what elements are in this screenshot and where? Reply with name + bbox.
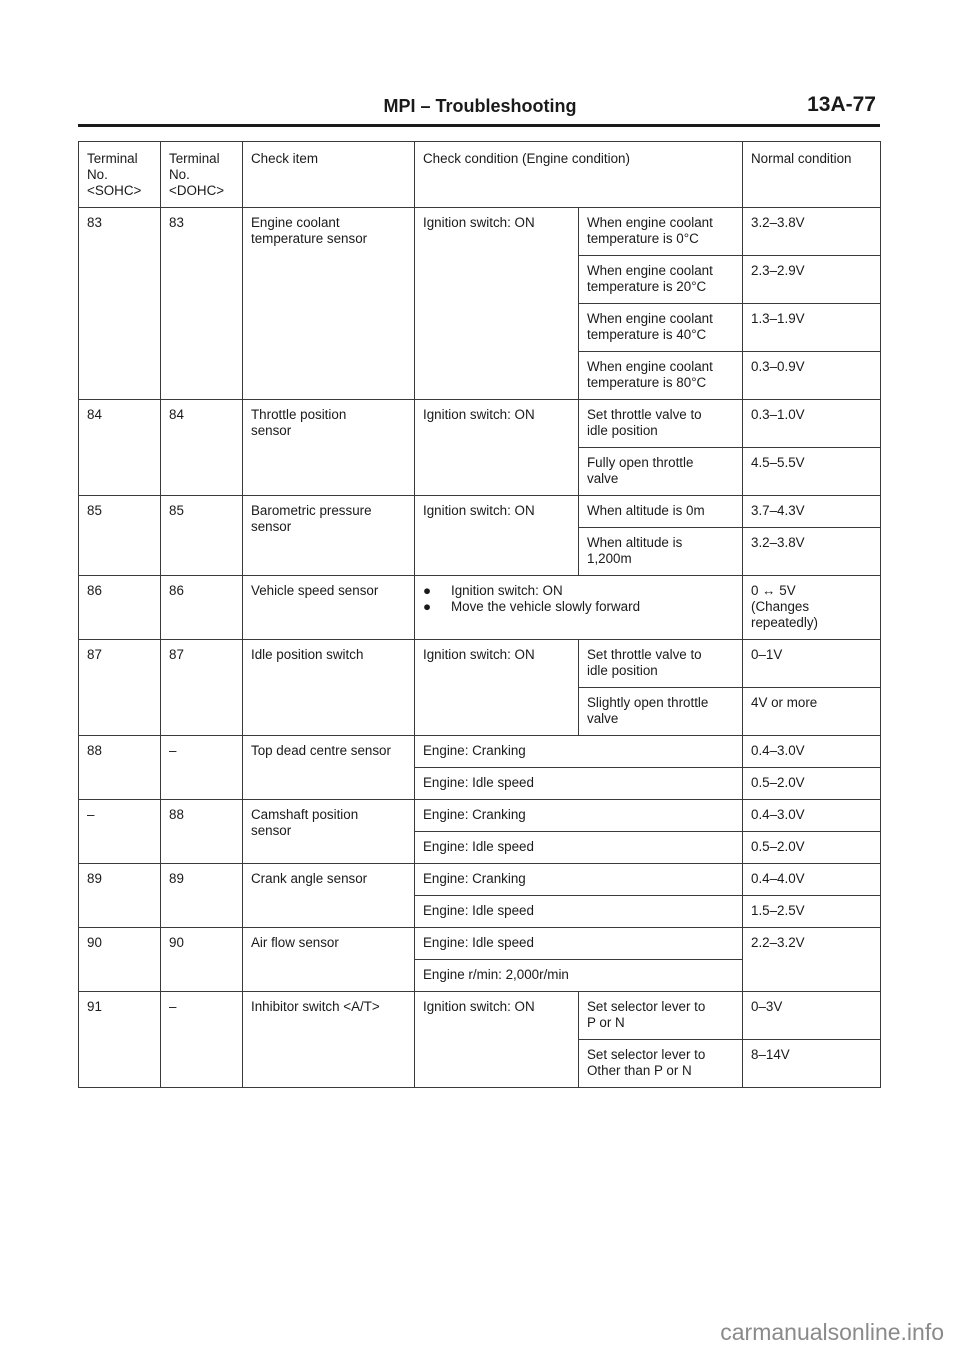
col-terminal-dohc: Terminal No. <DOHC> bbox=[161, 142, 243, 208]
terminal-dohc-cell: – bbox=[161, 736, 243, 800]
terminal-sohc-cell: 85 bbox=[79, 496, 161, 576]
sub-condition-cell: Slightly open throttle valve bbox=[579, 688, 743, 736]
check-condition-cell: Engine: Cranking bbox=[415, 864, 743, 896]
check-condition-cell: Engine: Idle speed bbox=[415, 832, 743, 864]
normal-condition-cell: 8–14V bbox=[743, 1040, 881, 1088]
table-row bbox=[79, 576, 881, 640]
table-row bbox=[79, 208, 881, 256]
terminal-sohc-cell: 88 bbox=[79, 736, 161, 800]
terminal-sohc-cell: – bbox=[79, 800, 161, 864]
table-row bbox=[79, 800, 881, 832]
normal-condition-cell: 0–3V bbox=[743, 992, 881, 1040]
sub-condition-cell: When altitude is 0m bbox=[579, 496, 743, 528]
col-terminal-sohc: Terminal No. <SOHC> bbox=[79, 142, 161, 208]
check-item-cell: Inhibitor switch <A/T> bbox=[243, 992, 415, 1088]
table-header-row bbox=[79, 142, 881, 208]
normal-condition-cell: 1.5–2.5V bbox=[743, 896, 881, 928]
terminal-check-table bbox=[78, 141, 881, 1088]
normal-condition-cell: 0.5–2.0V bbox=[743, 768, 881, 800]
sub-condition-cell: When altitude is 1,200m bbox=[579, 528, 743, 576]
header-divider bbox=[78, 124, 880, 127]
table-row bbox=[79, 864, 881, 896]
bullet-icon: ● bbox=[423, 599, 432, 614]
condition-bullet bbox=[423, 599, 734, 615]
normal-condition-cell: 0.4–3.0V bbox=[743, 800, 881, 832]
normal-condition-cell: 0–1V bbox=[743, 640, 881, 688]
check-item-cell: Idle position switch bbox=[243, 640, 415, 736]
table-row bbox=[79, 496, 881, 528]
normal-condition-cell: 2.2–3.2V bbox=[743, 928, 881, 992]
watermark: carmanualsonline.info bbox=[720, 1319, 944, 1345]
terminal-dohc-cell: 89 bbox=[161, 864, 243, 928]
terminal-sohc-cell: 86 bbox=[79, 576, 161, 640]
col-normal-condition: Normal condition bbox=[743, 142, 881, 208]
table-row bbox=[79, 400, 881, 448]
check-item-cell: Crank angle sensor bbox=[243, 864, 415, 928]
check-condition-cell: Ignition switch: ON bbox=[415, 496, 579, 576]
bullet-icon: ● bbox=[423, 583, 432, 598]
check-item-cell: Top dead centre sensor bbox=[243, 736, 415, 800]
table-row bbox=[79, 736, 881, 768]
page-number: 13A-77 bbox=[807, 93, 876, 116]
col-check-item: Check item bbox=[243, 142, 415, 208]
normal-condition-cell: 0.5–2.0V bbox=[743, 832, 881, 864]
check-condition-cell: Engine r/min: 2,000r/min bbox=[415, 960, 743, 992]
sub-condition-cell: When engine coolant temperature is 40°C bbox=[579, 304, 743, 352]
normal-condition-cell: 2.3–2.9V bbox=[743, 256, 881, 304]
terminal-dohc-cell: 85 bbox=[161, 496, 243, 576]
terminal-sohc-cell: 91 bbox=[79, 992, 161, 1088]
terminal-sohc-cell: 89 bbox=[79, 864, 161, 928]
terminal-sohc-cell: 83 bbox=[79, 208, 161, 400]
check-condition-cell: Engine: Idle speed bbox=[415, 928, 743, 960]
terminal-dohc-cell: 88 bbox=[161, 800, 243, 864]
check-item-cell: Barometric pressure sensor bbox=[243, 496, 415, 576]
check-item-cell: Camshaft position sensor bbox=[243, 800, 415, 864]
normal-condition-cell: 0.3–1.0V bbox=[743, 400, 881, 448]
normal-condition-cell: 3.2–3.8V bbox=[743, 208, 881, 256]
normal-condition-cell: 1.3–1.9V bbox=[743, 304, 881, 352]
terminal-dohc-cell: – bbox=[161, 992, 243, 1088]
check-item-cell: Engine coolant temperature sensor bbox=[243, 208, 415, 400]
page-title: MPI – Troubleshooting bbox=[383, 96, 577, 116]
terminal-sohc-cell: 90 bbox=[79, 928, 161, 992]
table-row bbox=[79, 992, 881, 1040]
check-condition-cell: Ignition switch: ON bbox=[415, 640, 579, 736]
sub-condition-cell: When engine coolant temperature is 0°C bbox=[579, 208, 743, 256]
check-condition-cell: Engine: Idle speed bbox=[415, 768, 743, 800]
check-condition-cell: Engine: Idle speed bbox=[415, 896, 743, 928]
normal-condition-cell: 4.5–5.5V bbox=[743, 448, 881, 496]
table-row bbox=[79, 928, 881, 960]
check-condition-cell bbox=[415, 576, 743, 640]
sub-condition-cell: Set throttle valve to idle position bbox=[579, 640, 743, 688]
terminal-dohc-cell: 84 bbox=[161, 400, 243, 496]
table-row bbox=[79, 640, 881, 688]
normal-condition-cell: 3.7–4.3V bbox=[743, 496, 881, 528]
check-item-cell: Air flow sensor bbox=[243, 928, 415, 992]
normal-condition-cell: 0.4–4.0V bbox=[743, 864, 881, 896]
terminal-dohc-cell: 86 bbox=[161, 576, 243, 640]
terminal-dohc-cell: 83 bbox=[161, 208, 243, 400]
normal-condition-cell: 4V or more bbox=[743, 688, 881, 736]
sub-condition-cell: Set selector lever to Other than P or N bbox=[579, 1040, 743, 1088]
sub-condition-cell: When engine coolant temperature is 80°C bbox=[579, 352, 743, 400]
terminal-sohc-cell: 84 bbox=[79, 400, 161, 496]
check-condition-cell: Engine: Cranking bbox=[415, 800, 743, 832]
check-condition-cell: Engine: Cranking bbox=[415, 736, 743, 768]
terminal-sohc-cell: 87 bbox=[79, 640, 161, 736]
condition-bullet bbox=[423, 583, 734, 599]
col-check-condition: Check condition (Engine condition) bbox=[415, 142, 743, 208]
check-condition-cell: Ignition switch: ON bbox=[415, 992, 579, 1088]
check-item-cell: Throttle position sensor bbox=[243, 400, 415, 496]
sub-condition-cell: When engine coolant temperature is 20°C bbox=[579, 256, 743, 304]
check-condition-cell: Ignition switch: ON bbox=[415, 400, 579, 496]
bullet-text: Move the vehicle slowly forward bbox=[451, 599, 641, 614]
sub-condition-cell: Set throttle valve to idle position bbox=[579, 400, 743, 448]
bullet-text: Ignition switch: ON bbox=[451, 583, 563, 598]
normal-condition-cell: 0.4–3.0V bbox=[743, 736, 881, 768]
check-item-cell: Vehicle speed sensor bbox=[243, 576, 415, 640]
sub-condition-cell: Fully open throttle valve bbox=[579, 448, 743, 496]
normal-condition-cell: 0 ↔ 5V (Changes repeatedly) bbox=[743, 576, 881, 640]
check-condition-cell: Ignition switch: ON bbox=[415, 208, 579, 400]
terminal-dohc-cell: 90 bbox=[161, 928, 243, 992]
normal-condition-cell: 3.2–3.8V bbox=[743, 528, 881, 576]
terminal-dohc-cell: 87 bbox=[161, 640, 243, 736]
sub-condition-cell: Set selector lever to P or N bbox=[579, 992, 743, 1040]
normal-condition-cell: 0.3–0.9V bbox=[743, 352, 881, 400]
